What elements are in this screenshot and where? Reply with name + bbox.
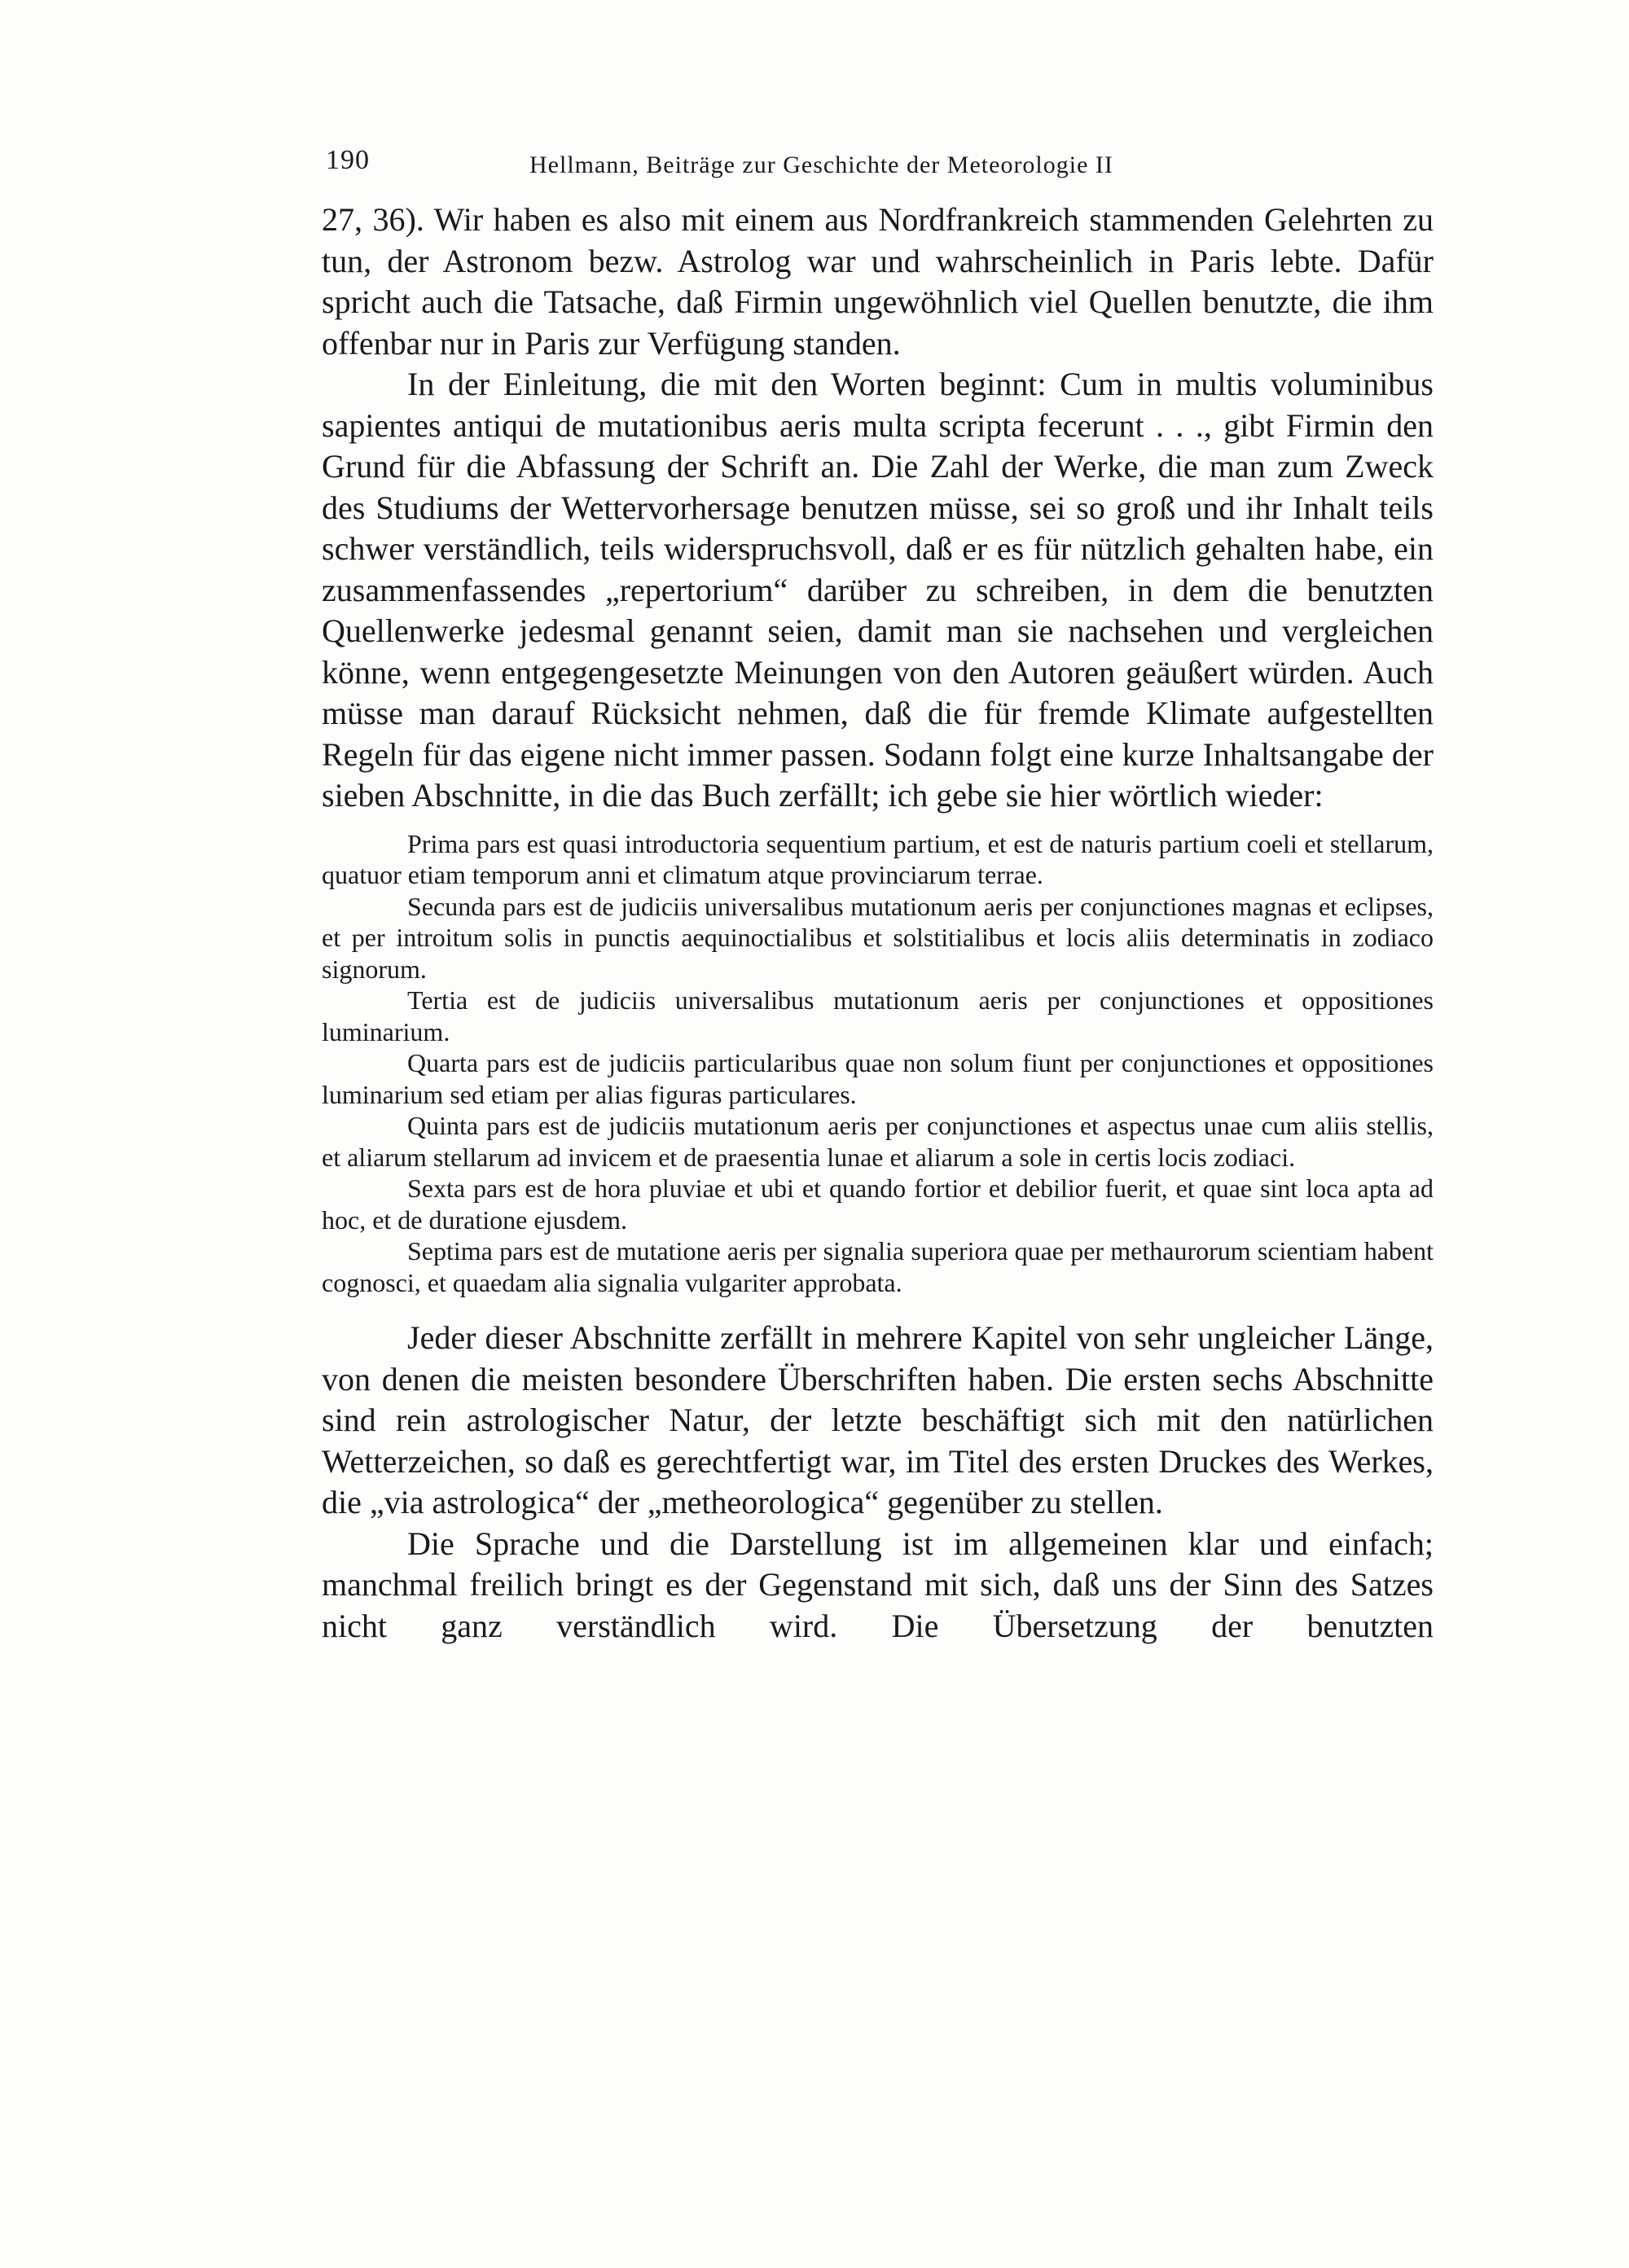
page-number: 190 [326,145,370,175]
paragraph-2: In der Einleitung, die mit den Worten beginnt: Cum in multis voluminibus sapientes antiqui de mutationibus aeris multa scripta fecerunt . . ., gibt Firmin den Grund für die Abfassung der Schrift an. Die Zahl der Werke, die man zum Zweck des Studiums der Wettervorhersage benutzen müsse, sei so groß und ihr Inhalt teils schwer verständlich, teils widerspruchsvoll, daß er es für nützlich gehalten habe, ein zusammenfassendes „repertorium“ darüber zu schreiben, in dem die benutzten Quellenwerke jedesmal genannt seien, damit man sie nachsehen und vergleichen könne, wenn entgegengesetzte Meinungen von den Autoren geäußert würden. Auch müsse man darauf Rücksicht nehmen, daß die für fremde Klimate aufgestellten Regeln für das eigene nicht immer passen. Sodann folgt eine kurze Inhaltsangabe der sieben Abschnitte, in die das Buch zerfällt; ich gebe sie hier wörtlich wieder: [322,366,1434,814]
quote-septima-pars: Septima pars est de mutatione aeris per signalia superiora quae per methaurorum scientiam habent cognosci, et quaedam alia signalia vulgariter approbata. [322,1236,1434,1297]
quote-quarta-pars: Quarta pars est de judiciis particularibus quae non solum fiunt per conjunctiones et oppositiones luminarium sed etiam per alias figuras particulares. [322,1048,1434,1109]
quote-secunda-pars: Secunda pars est de judiciis universalibus mutationum aeris per conjunctiones magnas et eclipses, et per introitum solis in punctis aequinoctialibus et solstitialibus et locis aliis determinatis in zodiaco signorum. [322,891,1434,984]
page-header [326,145,1230,186]
running-title: Hellmann, Beiträge zur Geschichte der Meteorologie II [529,151,1113,178]
quote-prima-pars: Prima pars est quasi introductoria sequentium partium, et est de naturis partium coeli et stellarum, quatuor etiam temporum anni et climatum atque provinciarum terrae. [322,828,1434,889]
paragraph-3: Jeder dieser Abschnitte zerfällt in mehrere Kapitel von sehr ungleicher Länge, von denen die meisten besondere Überschriften haben. Die ersten sechs Abschnitte sind rein astrologischer Natur, der letzte beschäftigt sich mit den natürlichen Wetterzeichen, so daß es gerechtfertigt war, im Titel des ersten Druckes des Werkes, die „via astrologica“ der „metheorologica“ gegenüber zu stellen. [322,1319,1434,1520]
latin-quote-block [322,828,1434,1299]
quote-quinta-pars: Quinta pars est de judiciis mutationum aeris per conjunctiones et aspectus unae cum aliis stellis, et aliarum stellarum ad invicem et de praesentia lunae et aliarum a sole in certis locis zodiaci. [322,1111,1434,1172]
paragraph-4: Die Sprache und die Darstellung ist im allgemeinen klar und einfach; manchmal freilich bringt es der Gegenstand mit sich, daß uns der Sinn des Satzes nicht ganz verständlich wird. Die Übersetzung der benutzten [322,1524,1434,1644]
body-text [322,200,1434,1647]
quote-sexta-pars: Sexta pars est de hora pluviae et ubi et quando fortior et debilior fuerit, et quae sint loca apta ad hoc, et de duratione ejusdem. [322,1173,1434,1235]
quote-tertia-pars: Tertia est de judiciis universalibus mutationum aeris per conjunctiones et oppositiones luminarium. [322,985,1434,1046]
paragraph-1: 27, 36). Wir haben es also mit einem aus Nordfrankreich stammenden Gelehrten zu tun, der Astronom bezw. Astrolog war und wahrscheinlich in Paris lebte. Dafür spricht auch die Tatsache, daß Firmin ungewöhnlich viel Quellen benutzte, die ihm offenbar nur in Paris zur Verfügung standen. [322,201,1434,362]
